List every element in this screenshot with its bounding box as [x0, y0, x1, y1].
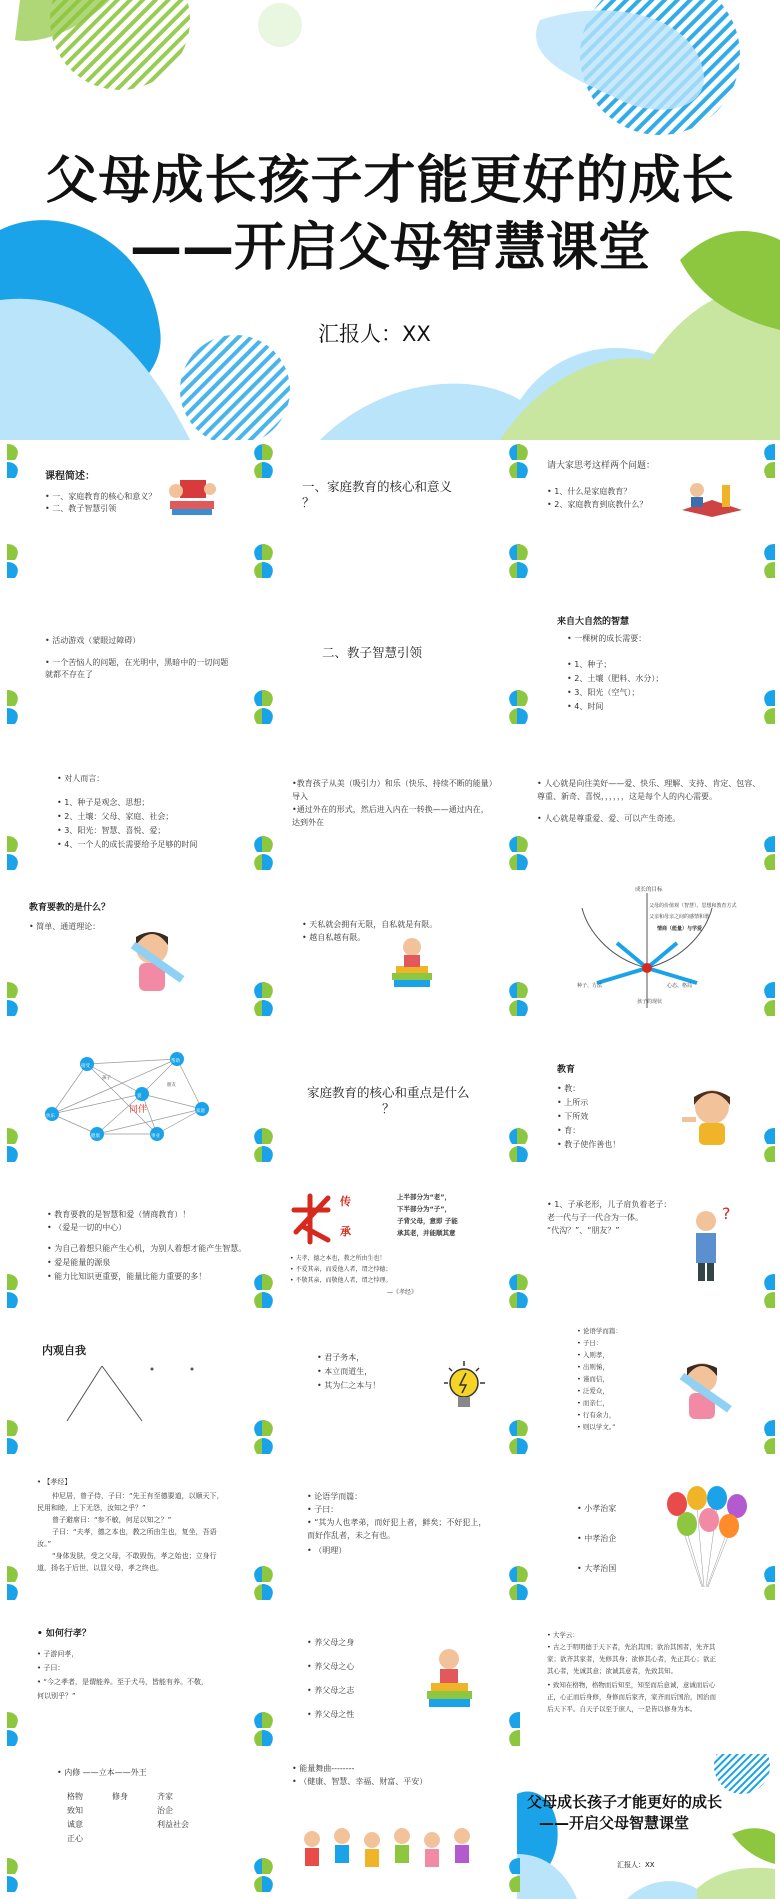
text: • 育：	[557, 1126, 581, 1135]
text: • 行有余力，	[577, 1411, 616, 1419]
text: 利益社会	[157, 1820, 189, 1829]
text: 就都不存在了	[45, 670, 93, 679]
text: • 【孝经】	[37, 1478, 72, 1486]
text: • 内修 ——立本——外王	[57, 1768, 147, 1777]
corner-leaf-motifs	[0, 440, 780, 1899]
node-label: 帮助	[171, 1059, 180, 1064]
text: • 入则孝，	[577, 1351, 609, 1359]
text: 达到外在	[292, 818, 324, 827]
text: ？	[302, 495, 315, 510]
text: 尊重、新奇、喜悦，，，，，，这是每个人的内心需要。	[537, 792, 717, 801]
text: • 3、阳光（空气）；	[567, 688, 640, 697]
text: 家庭教育的核心和重点是什么	[307, 1085, 470, 1100]
node-label: 同伴	[129, 1105, 148, 1115]
text: 修身	[112, 1792, 128, 1801]
closing-reporter: 汇报人：XX	[617, 1861, 655, 1869]
text: • 不爱其亲，而爱他人者，谓之悖德；	[290, 1266, 392, 1273]
text: 一、家庭教育的核心和意义	[302, 479, 453, 494]
node-label: 接受	[81, 1064, 90, 1069]
text: • 其为仁之本与！	[317, 1381, 381, 1390]
closing-title-line1: 父母成长孩子才能更好的成长	[527, 1793, 723, 1811]
text: • 养父母之性	[307, 1710, 355, 1719]
text: •通过外在的形式，然后进入内在一转换——通过内在，	[292, 805, 489, 814]
text: • 养父母之志	[307, 1686, 355, 1695]
text: • 4、一个人的成长需要给予足够的时间	[57, 840, 198, 849]
text: 教育要教的是什么？	[29, 903, 111, 913]
text: 父母的价值观（智慧）、思想和教育方式	[649, 903, 737, 909]
node-label: 事业	[151, 1134, 160, 1139]
text: 情商（能量）与学爱	[657, 926, 703, 932]
node-label: 朋友	[167, 1083, 176, 1088]
closing-title-line2: ——开启父母智慧课堂	[539, 1814, 690, 1832]
text: 承	[340, 1225, 351, 1238]
text: • 1、种子；	[567, 660, 612, 669]
text: 子背父母，意即 子能	[397, 1217, 458, 1225]
text: —《孝经》	[387, 1289, 418, 1296]
text: • 教育要教的是智慧和爱（情商教育）！	[47, 1210, 191, 1219]
text: 父亲和母亲之间的感情和谐	[649, 914, 710, 920]
text: • 能力比知识更重要，能量比能力重要的多！	[47, 1272, 207, 1281]
text: 孩子的现状	[637, 999, 663, 1005]
text: 老一代与子一代合为一体。	[547, 1213, 643, 1222]
text: 来自大自然的智慧	[557, 617, 630, 627]
text: 下半部分为“子”，	[397, 1205, 452, 1213]
text: 教育	[557, 1065, 576, 1075]
node-label: 爱	[137, 1094, 142, 1099]
text: • 一棵树的成长需要：	[567, 634, 647, 643]
text: • 古之于明明德于天下者，先治其国；欲治其国者，先齐其	[547, 1643, 716, 1651]
text: • 而亲仁，	[577, 1399, 609, 1407]
text: 承其老，并能顺其意	[397, 1229, 456, 1237]
cover-slide	[0, 0, 780, 440]
slide-grid	[0, 440, 780, 1899]
text: • “其为人也孝弟，而好犯上者，鲜矣；不好犯上，	[307, 1518, 487, 1527]
text: • （明理）	[307, 1546, 347, 1555]
text: 导入	[292, 792, 308, 801]
text: • 本立而道生，	[317, 1367, 373, 1376]
cover-title-line1: 父母成长孩子才能更好的成长	[45, 151, 735, 211]
text: • 子曰：	[577, 1339, 603, 1347]
text: • 人心就是尊重爱、爱、可以产生奇迹。	[537, 814, 681, 823]
text: • 简单、通道理论：	[29, 922, 101, 931]
svg-text:?: ?	[722, 1205, 731, 1223]
text: 汝。”	[37, 1540, 52, 1548]
text: • （爱是一切的中心）	[47, 1223, 127, 1232]
text: 民用和睦，上下无怨，汝知之乎？”	[37, 1504, 146, 1512]
text: 治企	[157, 1806, 173, 1815]
text: 曾子避席曰：“参不敏，何足以知之？”	[52, 1516, 172, 1524]
text: • 越自私越有限。	[302, 933, 366, 942]
text: 而好作乱者，未之有也。	[307, 1531, 395, 1540]
text: • 3、阳光：智慧、喜悦、爱；	[57, 826, 166, 835]
text: • 教：	[557, 1084, 581, 1093]
text: • 出则悌，	[577, 1363, 609, 1371]
text: • 2、土壤（肥料、水分）；	[567, 674, 664, 683]
text: • 泛爱众，	[577, 1387, 609, 1395]
text: ？	[382, 1101, 395, 1116]
node-label: 孩子	[102, 1076, 111, 1081]
text: • 活动游戏（蒙眼过障碍）	[45, 636, 141, 645]
text: • 下所效	[557, 1112, 589, 1121]
text: 其心者，先诚其意；欲诚其意者，先致其知。	[547, 1667, 677, 1675]
text: • 上所示	[557, 1098, 589, 1107]
text: 子曰：“夫孝，德之本也，教之所由生也，复坐，吾语	[52, 1528, 217, 1536]
text: • 如何行孝？	[37, 1629, 91, 1639]
text: 正，心正而后身修，身修而后家齐，家齐而后国治，国治而	[547, 1693, 716, 1701]
text: 后天下平。自天子以至于庶人，一是皆以修身为本。	[547, 1705, 697, 1713]
text: • 大学云：	[547, 1631, 579, 1639]
text: • 爱是能量的源泉	[47, 1258, 111, 1267]
text: • 中孝治企	[577, 1534, 617, 1543]
text: • 君子务本，	[317, 1353, 365, 1362]
text: • 谨而信，	[577, 1375, 609, 1383]
text: 诚意	[67, 1820, 83, 1829]
text: • 子游问孝，	[37, 1650, 79, 1658]
text: 二、教子智慧引领	[322, 645, 423, 660]
text: • 1、种子是观念、思想；	[57, 798, 150, 807]
text: • 一、家庭教育的核心和意义？	[45, 492, 157, 501]
text: • 不敬其亲，而敬他人者，谓之悖理。	[290, 1277, 392, 1284]
text: • 论语学而篇：	[577, 1327, 622, 1335]
text: 请大家思考这样两个问题：	[547, 461, 656, 471]
text: • （健康、智慧、幸福、财富、平安）	[292, 1777, 428, 1786]
text: 正心	[67, 1834, 83, 1843]
text: • 1、子承老形，儿子肩负着老子：	[547, 1200, 672, 1209]
text: • 子曰：	[37, 1664, 65, 1672]
text: • 致知在格物，格物而后知至，知至而后意诚，意诚而后心	[547, 1681, 716, 1689]
text: • 2、家庭教育到底教什么？	[547, 500, 648, 509]
text: • 1、什么是家庭教育？	[547, 487, 632, 496]
text: • 天私就会拥有无限，自私就是有限。	[302, 920, 438, 929]
text: • “今之孝者，是谓能养。至于犬马，皆能有养。不敬，	[37, 1678, 208, 1686]
text: • 2、土壤：父母、家庭、社会；	[57, 812, 174, 821]
text: • 则以学文。”	[577, 1423, 616, 1431]
text: 仲尼居，曾子侍，子曰：“先王有至德要道，以顺天下，	[52, 1492, 224, 1500]
text: • 论语学而篇：	[307, 1492, 363, 1501]
node-label: 健康	[91, 1134, 100, 1139]
node-label: 快乐	[46, 1114, 55, 1119]
cover-title-line2: ——开启父母智慧课堂	[129, 218, 650, 278]
text: 家；欲齐其家者，先修其身；欲修其心者，先正其心；欲正	[547, 1655, 716, 1663]
text: 上半部分为“老”，	[397, 1193, 452, 1201]
text: • 夫孝，德之本也，教之所由生也！	[290, 1255, 386, 1262]
text: • 教子使作善也！	[557, 1140, 621, 1149]
text: 格物	[67, 1792, 83, 1801]
text: 课程简述：	[45, 471, 95, 482]
text: • 养父母之身	[307, 1638, 355, 1647]
text: • 能量舞曲--------	[292, 1764, 355, 1773]
text: 成长的目标	[635, 887, 663, 893]
text: 何以别乎？”	[37, 1692, 76, 1700]
text: • 4、时间	[567, 702, 604, 711]
text: •教育孩子从美（吸引力）和乐（快乐、持续不断的能量）	[292, 779, 497, 788]
text: “代沟？”、“朋友？”	[547, 1226, 620, 1235]
text: 齐家	[157, 1792, 173, 1801]
cover-reporter: 汇报人：XX	[318, 322, 431, 346]
text: 内观自我	[42, 1344, 86, 1357]
text: 道，扬名于后世，以显父母，孝之终也。	[37, 1564, 163, 1572]
text: • 二、教子智慧引领	[45, 504, 117, 513]
text: • 养父母之心	[307, 1662, 355, 1671]
text: • 人心就是向往美好——爱、快乐、理解、支持、肯定、包容、	[537, 779, 761, 788]
text: 传	[340, 1195, 351, 1208]
text: • 子曰：	[307, 1505, 339, 1514]
text: • 一个苦恼人的问题，在光明中，黑暗中的一切问题	[45, 658, 229, 667]
text: 种子、方法	[577, 983, 603, 989]
text: • 对人而言：	[57, 774, 105, 783]
text: • 为自己着想只能产生心机，为别人着想才能产生智慧。	[47, 1244, 247, 1253]
text: “身体发肤，受之父母，不敢毁伤，孝之始也；立身行	[52, 1552, 217, 1560]
text: 致知	[67, 1806, 83, 1815]
text: • 大孝治国	[577, 1564, 617, 1573]
text: • 小孝治家	[577, 1504, 617, 1513]
node-label: 家庭	[196, 1109, 205, 1114]
text: 心态、格局	[667, 983, 693, 989]
